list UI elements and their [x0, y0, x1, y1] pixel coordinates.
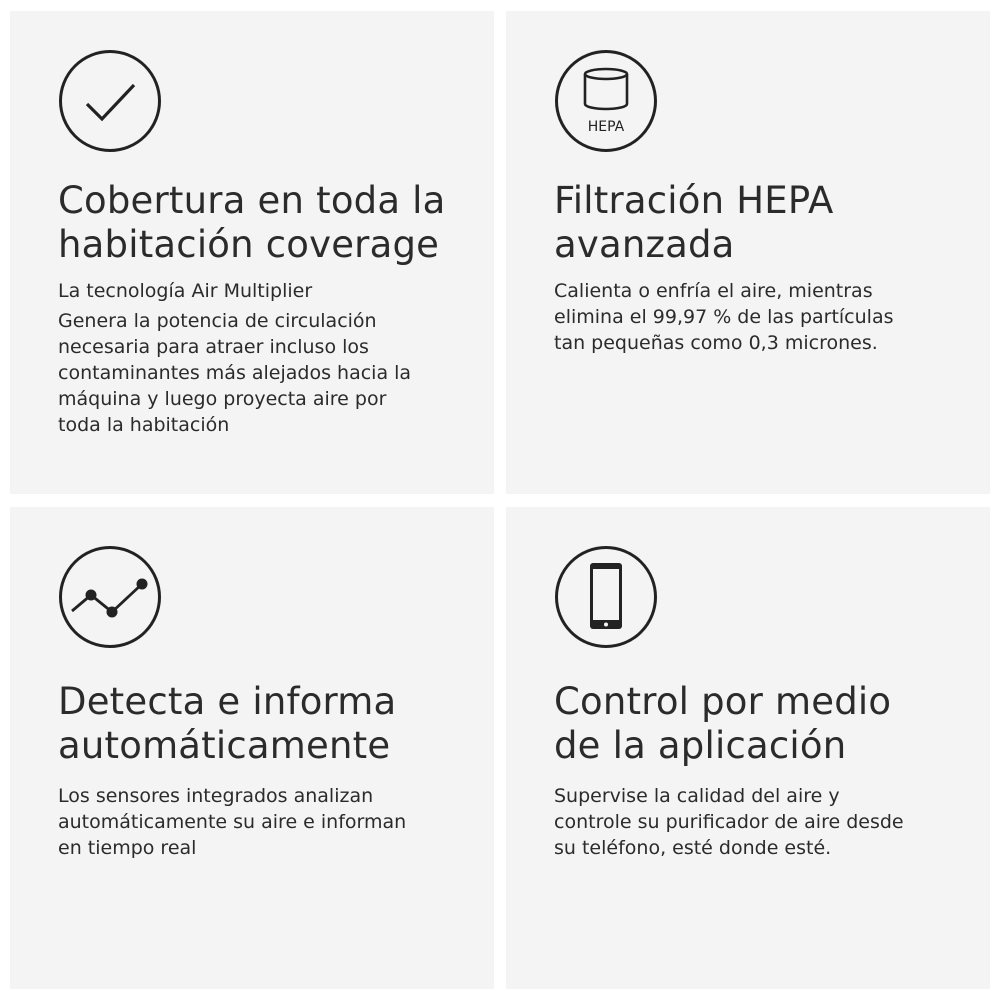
feature-subtitle: La tecnología Air Multiplier — [58, 280, 313, 302]
feature-title: Cobertura en toda la habitación coverage — [58, 179, 446, 266]
feature-description: Calienta o enfría el aire, mientras elimina el 99,97 % de las partículas tan pequeñas como 0,3 micrones. — [554, 280, 894, 354]
feature-title: Control por medio de la aplicación — [554, 680, 892, 767]
feature-card-coverage — [10, 11, 494, 494]
feature-description: Genera la potencia de circulación necesaria para atraer incluso los contaminantes más alejados hacia la máquina y luego proyecta aire por toda la habitación — [58, 310, 412, 436]
feature-title: Filtración HEPA avanzada — [554, 179, 834, 266]
trend-line-icon — [58, 545, 162, 649]
feature-card-app-control — [506, 507, 990, 989]
feature-title: Detecta e informa automáticamente — [58, 680, 397, 767]
feature-card-sensors — [10, 507, 494, 989]
feature-description: Los sensores integrados analizan automáticamente su aire e informan en tiempo real — [58, 785, 407, 859]
feature-description: Supervise la calidad del aire y controle su purificador de aire desde su teléfono, esté donde esté. — [554, 785, 904, 859]
hepa-filter-icon — [554, 49, 658, 153]
hepa-icon-label: HEPA — [587, 119, 625, 135]
smartphone-icon — [554, 545, 658, 649]
feature-card-hepa — [506, 11, 990, 494]
checkmark-icon — [58, 49, 162, 153]
